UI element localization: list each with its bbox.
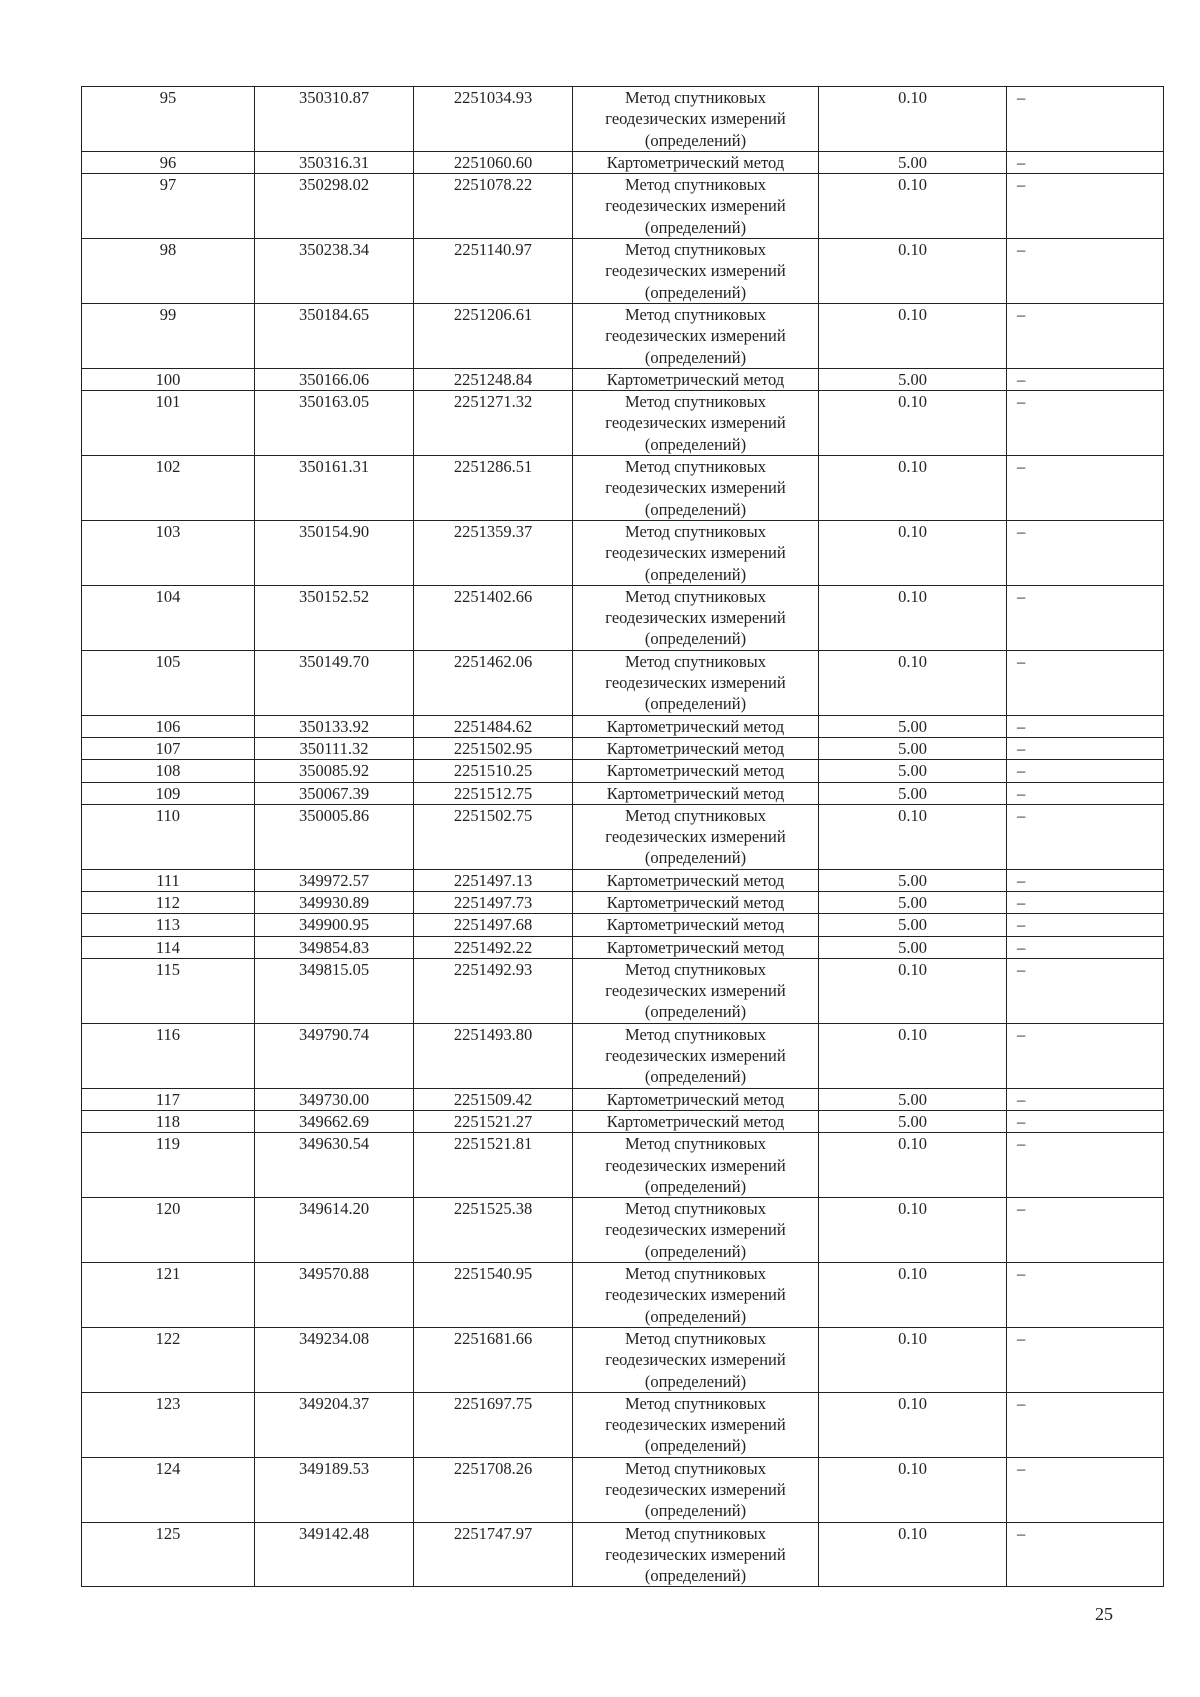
table-row [82, 456, 1164, 521]
note-cell: – [1007, 368, 1164, 390]
method-cell: Метод спутниковых геодезических измерений (определений) [573, 804, 819, 869]
method-cell: Картометрический метод [573, 715, 819, 737]
method-cell: Картометрический метод [573, 914, 819, 936]
x-coordinate-cell: 349930.89 [255, 891, 414, 913]
y-coordinate-cell: 2251502.95 [414, 737, 573, 759]
table-row [82, 303, 1164, 368]
accuracy-cell: 0.10 [819, 958, 1007, 1023]
point-number-cell: 106 [82, 715, 255, 737]
x-coordinate-cell: 349972.57 [255, 869, 414, 891]
accuracy-cell: 0.10 [819, 1023, 1007, 1088]
y-coordinate-cell: 2251521.27 [414, 1110, 573, 1132]
note-cell: – [1007, 804, 1164, 869]
method-cell: Метод спутниковых геодезических измерений (определений) [573, 303, 819, 368]
note-cell: – [1007, 1263, 1164, 1328]
method-cell: Метод спутниковых геодезических измерений (определений) [573, 456, 819, 521]
table-row [82, 1088, 1164, 1110]
table-row [82, 1392, 1164, 1457]
point-number-cell: 125 [82, 1522, 255, 1587]
accuracy-cell: 0.10 [819, 1457, 1007, 1522]
table-row [82, 1327, 1164, 1392]
point-number-cell: 104 [82, 585, 255, 650]
table-row [82, 936, 1164, 958]
point-number-cell: 120 [82, 1198, 255, 1263]
y-coordinate-cell: 2251697.75 [414, 1392, 573, 1457]
accuracy-cell: 0.10 [819, 87, 1007, 152]
point-number-cell: 109 [82, 782, 255, 804]
note-cell: – [1007, 1023, 1164, 1088]
method-cell: Метод спутниковых геодезических измерений (определений) [573, 1023, 819, 1088]
note-cell: – [1007, 87, 1164, 152]
point-number-cell: 112 [82, 891, 255, 913]
method-cell: Картометрический метод [573, 891, 819, 913]
x-coordinate-cell: 350005.86 [255, 804, 414, 869]
method-cell: Метод спутниковых геодезических измерений (определений) [573, 1133, 819, 1198]
accuracy-cell: 5.00 [819, 1088, 1007, 1110]
point-number-cell: 116 [82, 1023, 255, 1088]
x-coordinate-cell: 349142.48 [255, 1522, 414, 1587]
y-coordinate-cell: 2251462.06 [414, 650, 573, 715]
method-cell: Картометрический метод [573, 869, 819, 891]
table-row [82, 151, 1164, 173]
y-coordinate-cell: 2251497.13 [414, 869, 573, 891]
page-number: 25 [1095, 1604, 1113, 1624]
accuracy-cell: 5.00 [819, 737, 1007, 759]
note-cell: – [1007, 869, 1164, 891]
accuracy-cell: 5.00 [819, 760, 1007, 782]
method-cell: Картометрический метод [573, 936, 819, 958]
point-number-cell: 100 [82, 368, 255, 390]
note-cell: – [1007, 760, 1164, 782]
note-cell: – [1007, 151, 1164, 173]
y-coordinate-cell: 2251493.80 [414, 1023, 573, 1088]
method-cell: Метод спутниковых геодезических измерений (определений) [573, 87, 819, 152]
note-cell: – [1007, 958, 1164, 1023]
y-coordinate-cell: 2251206.61 [414, 303, 573, 368]
x-coordinate-cell: 349234.08 [255, 1327, 414, 1392]
y-coordinate-cell: 2251521.81 [414, 1133, 573, 1198]
accuracy-cell: 0.10 [819, 1263, 1007, 1328]
method-cell: Метод спутниковых геодезических измерений (определений) [573, 1522, 819, 1587]
y-coordinate-cell: 2251492.22 [414, 936, 573, 958]
method-cell: Картометрический метод [573, 368, 819, 390]
y-coordinate-cell: 2251271.32 [414, 391, 573, 456]
x-coordinate-cell: 350111.32 [255, 737, 414, 759]
point-number-cell: 107 [82, 737, 255, 759]
y-coordinate-cell: 2251502.75 [414, 804, 573, 869]
x-coordinate-cell: 350184.65 [255, 303, 414, 368]
y-coordinate-cell: 2251747.97 [414, 1522, 573, 1587]
accuracy-cell: 0.10 [819, 303, 1007, 368]
y-coordinate-cell: 2251359.37 [414, 520, 573, 585]
point-number-cell: 108 [82, 760, 255, 782]
point-number-cell: 111 [82, 869, 255, 891]
x-coordinate-cell: 350298.02 [255, 174, 414, 239]
table-row [82, 958, 1164, 1023]
method-cell: Картометрический метод [573, 737, 819, 759]
table-row [82, 1522, 1164, 1587]
table-row [82, 87, 1164, 152]
accuracy-cell: 5.00 [819, 936, 1007, 958]
table-row [82, 1110, 1164, 1132]
table-row [82, 1457, 1164, 1522]
note-cell: – [1007, 1133, 1164, 1198]
accuracy-cell: 0.10 [819, 174, 1007, 239]
point-number-cell: 102 [82, 456, 255, 521]
table-row [82, 1023, 1164, 1088]
point-number-cell: 98 [82, 239, 255, 304]
note-cell: – [1007, 782, 1164, 804]
note-cell: – [1007, 715, 1164, 737]
accuracy-cell: 5.00 [819, 151, 1007, 173]
method-cell: Метод спутниковых геодезических измерений (определений) [573, 1327, 819, 1392]
x-coordinate-cell: 349790.74 [255, 1023, 414, 1088]
accuracy-cell: 0.10 [819, 1327, 1007, 1392]
table-row [82, 914, 1164, 936]
table-row [82, 869, 1164, 891]
table-row [82, 891, 1164, 913]
point-number-cell: 115 [82, 958, 255, 1023]
method-cell: Картометрический метод [573, 151, 819, 173]
y-coordinate-cell: 2251708.26 [414, 1457, 573, 1522]
y-coordinate-cell: 2251512.75 [414, 782, 573, 804]
accuracy-cell: 0.10 [819, 520, 1007, 585]
note-cell: – [1007, 1088, 1164, 1110]
x-coordinate-cell: 350161.31 [255, 456, 414, 521]
table-row [82, 782, 1164, 804]
y-coordinate-cell: 2251540.95 [414, 1263, 573, 1328]
table-row [82, 1133, 1164, 1198]
method-cell: Картометрический метод [573, 782, 819, 804]
table-row [82, 760, 1164, 782]
note-cell: – [1007, 1327, 1164, 1392]
point-number-cell: 110 [82, 804, 255, 869]
x-coordinate-cell: 350152.52 [255, 585, 414, 650]
point-number-cell: 113 [82, 914, 255, 936]
x-coordinate-cell: 349662.69 [255, 1110, 414, 1132]
x-coordinate-cell: 349614.20 [255, 1198, 414, 1263]
point-number-cell: 97 [82, 174, 255, 239]
accuracy-cell: 5.00 [819, 368, 1007, 390]
table-row [82, 650, 1164, 715]
x-coordinate-cell: 349900.95 [255, 914, 414, 936]
note-cell: – [1007, 239, 1164, 304]
method-cell: Метод спутниковых геодезических измерений (определений) [573, 1457, 819, 1522]
method-cell: Метод спутниковых геодезических измерений (определений) [573, 239, 819, 304]
point-number-cell: 96 [82, 151, 255, 173]
point-number-cell: 124 [82, 1457, 255, 1522]
accuracy-cell: 0.10 [819, 391, 1007, 456]
accuracy-cell: 0.10 [819, 585, 1007, 650]
note-cell: – [1007, 1457, 1164, 1522]
note-cell: – [1007, 585, 1164, 650]
y-coordinate-cell: 2251492.93 [414, 958, 573, 1023]
point-number-cell: 101 [82, 391, 255, 456]
table-row [82, 585, 1164, 650]
point-number-cell: 122 [82, 1327, 255, 1392]
accuracy-cell: 5.00 [819, 914, 1007, 936]
accuracy-cell: 0.10 [819, 1198, 1007, 1263]
x-coordinate-cell: 350238.34 [255, 239, 414, 304]
accuracy-cell: 0.10 [819, 1522, 1007, 1587]
x-coordinate-cell: 349854.83 [255, 936, 414, 958]
table-body [82, 87, 1164, 1587]
y-coordinate-cell: 2251286.51 [414, 456, 573, 521]
x-coordinate-cell: 350154.90 [255, 520, 414, 585]
accuracy-cell: 0.10 [819, 456, 1007, 521]
y-coordinate-cell: 2251484.62 [414, 715, 573, 737]
note-cell: – [1007, 914, 1164, 936]
accuracy-cell: 0.10 [819, 804, 1007, 869]
point-number-cell: 118 [82, 1110, 255, 1132]
method-cell: Картометрический метод [573, 1110, 819, 1132]
note-cell: – [1007, 650, 1164, 715]
accuracy-cell: 0.10 [819, 1133, 1007, 1198]
point-number-cell: 114 [82, 936, 255, 958]
x-coordinate-cell: 349730.00 [255, 1088, 414, 1110]
note-cell: – [1007, 174, 1164, 239]
x-coordinate-cell: 350166.06 [255, 368, 414, 390]
accuracy-cell: 5.00 [819, 1110, 1007, 1132]
x-coordinate-cell: 350133.92 [255, 715, 414, 737]
table-row [82, 715, 1164, 737]
x-coordinate-cell: 349815.05 [255, 958, 414, 1023]
note-cell: – [1007, 737, 1164, 759]
table-row [82, 239, 1164, 304]
note-cell: – [1007, 891, 1164, 913]
x-coordinate-cell: 350067.39 [255, 782, 414, 804]
method-cell: Картометрический метод [573, 1088, 819, 1110]
note-cell: – [1007, 391, 1164, 456]
y-coordinate-cell: 2251140.97 [414, 239, 573, 304]
x-coordinate-cell: 350149.70 [255, 650, 414, 715]
point-number-cell: 123 [82, 1392, 255, 1457]
y-coordinate-cell: 2251510.25 [414, 760, 573, 782]
x-coordinate-cell: 350310.87 [255, 87, 414, 152]
point-number-cell: 99 [82, 303, 255, 368]
x-coordinate-cell: 349204.37 [255, 1392, 414, 1457]
point-number-cell: 119 [82, 1133, 255, 1198]
note-cell: – [1007, 936, 1164, 958]
note-cell: – [1007, 1392, 1164, 1457]
x-coordinate-cell: 349189.53 [255, 1457, 414, 1522]
note-cell: – [1007, 303, 1164, 368]
table-row [82, 1263, 1164, 1328]
method-cell: Метод спутниковых геодезических измерений (определений) [573, 585, 819, 650]
y-coordinate-cell: 2251497.68 [414, 914, 573, 936]
note-cell: – [1007, 1198, 1164, 1263]
method-cell: Метод спутниковых геодезических измерений (определений) [573, 1263, 819, 1328]
accuracy-cell: 0.10 [819, 239, 1007, 304]
y-coordinate-cell: 2251034.93 [414, 87, 573, 152]
x-coordinate-cell: 349630.54 [255, 1133, 414, 1198]
point-number-cell: 105 [82, 650, 255, 715]
accuracy-cell: 0.10 [819, 650, 1007, 715]
y-coordinate-cell: 2251497.73 [414, 891, 573, 913]
note-cell: – [1007, 1522, 1164, 1587]
table-row [82, 804, 1164, 869]
x-coordinate-cell: 349570.88 [255, 1263, 414, 1328]
note-cell: – [1007, 520, 1164, 585]
y-coordinate-cell: 2251078.22 [414, 174, 573, 239]
accuracy-cell: 5.00 [819, 891, 1007, 913]
x-coordinate-cell: 350085.92 [255, 760, 414, 782]
note-cell: – [1007, 456, 1164, 521]
y-coordinate-cell: 2251248.84 [414, 368, 573, 390]
table-row [82, 1198, 1164, 1263]
table-row [82, 391, 1164, 456]
y-coordinate-cell: 2251402.66 [414, 585, 573, 650]
accuracy-cell: 5.00 [819, 869, 1007, 891]
accuracy-cell: 0.10 [819, 1392, 1007, 1457]
table-row [82, 737, 1164, 759]
table-row [82, 368, 1164, 390]
y-coordinate-cell: 2251509.42 [414, 1088, 573, 1110]
y-coordinate-cell: 2251525.38 [414, 1198, 573, 1263]
method-cell: Метод спутниковых геодезических измерений (определений) [573, 1392, 819, 1457]
method-cell: Метод спутниковых геодезических измерений (определений) [573, 1198, 819, 1263]
point-number-cell: 117 [82, 1088, 255, 1110]
x-coordinate-cell: 350316.31 [255, 151, 414, 173]
coordinates-table [81, 86, 1164, 1587]
point-number-cell: 103 [82, 520, 255, 585]
method-cell: Метод спутниковых геодезических измерений (определений) [573, 391, 819, 456]
note-cell: – [1007, 1110, 1164, 1132]
y-coordinate-cell: 2251681.66 [414, 1327, 573, 1392]
point-number-cell: 95 [82, 87, 255, 152]
method-cell: Метод спутниковых геодезических измерений (определений) [573, 520, 819, 585]
method-cell: Метод спутниковых геодезических измерений (определений) [573, 958, 819, 1023]
x-coordinate-cell: 350163.05 [255, 391, 414, 456]
method-cell: Метод спутниковых геодезических измерений (определений) [573, 174, 819, 239]
accuracy-cell: 5.00 [819, 782, 1007, 804]
method-cell: Метод спутниковых геодезических измерений (определений) [573, 650, 819, 715]
table-row [82, 520, 1164, 585]
method-cell: Картометрический метод [573, 760, 819, 782]
accuracy-cell: 5.00 [819, 715, 1007, 737]
table-row [82, 174, 1164, 239]
point-number-cell: 121 [82, 1263, 255, 1328]
y-coordinate-cell: 2251060.60 [414, 151, 573, 173]
